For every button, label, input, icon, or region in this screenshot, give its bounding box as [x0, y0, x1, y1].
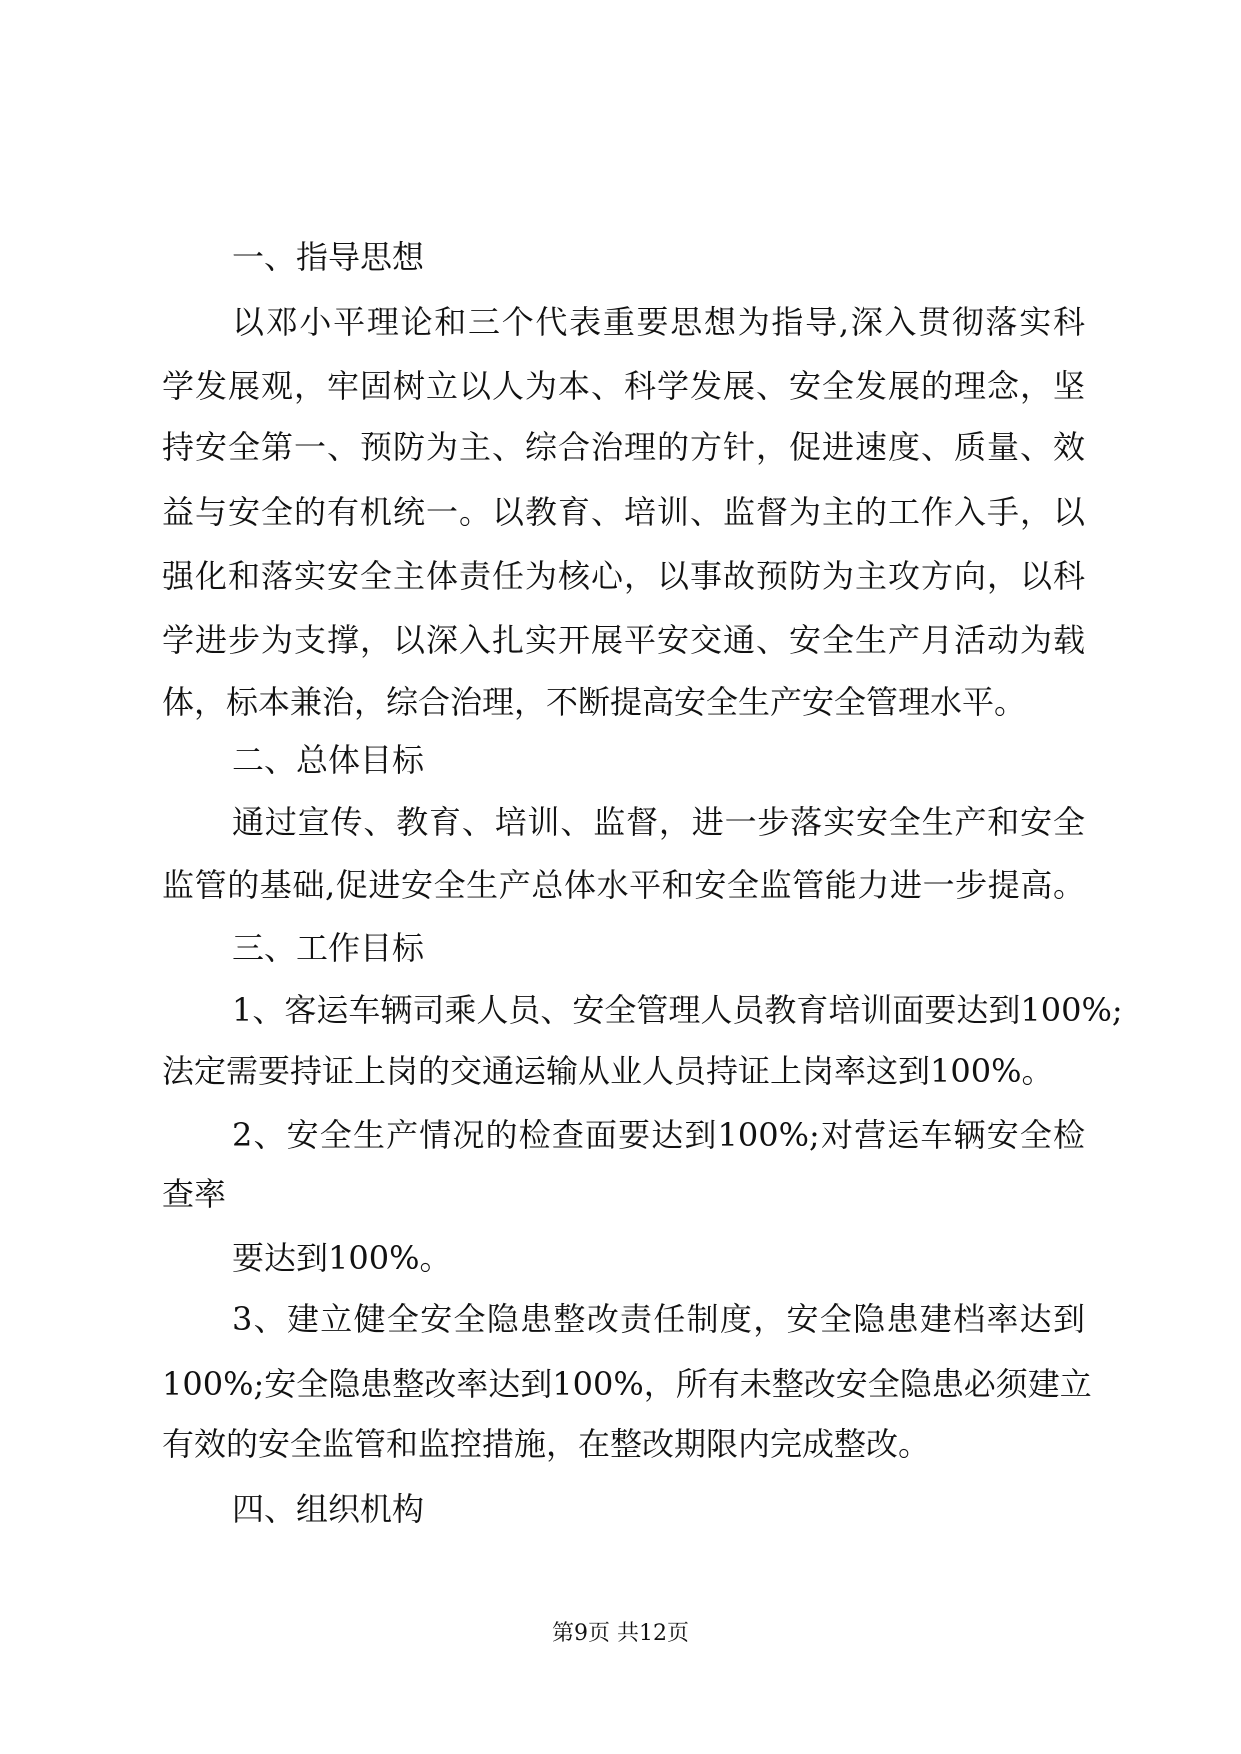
paragraph-line: 学进步为支撑，以深入扎实开展平安交通、安全生产月活动为载 [162, 621, 1085, 659]
paragraph-line: 监管的基础,促进安全生产总体水平和安全监管能力进一步提高。 [162, 866, 1085, 904]
paragraph-line: 1、客运车辆司乘人员、安全管理人员教育培训面要达到100%; [232, 991, 1123, 1029]
paragraph-line: 100%;安全隐患整改率达到100%，所有未整改安全隐患必须建立 [162, 1365, 1092, 1403]
paragraph-line: 法定需要持证上岗的交通运输从业人员持证上岗率这到100%。 [162, 1052, 1054, 1090]
paragraph-line: 2、安全生产情况的检查面要达到100%;对营运车辆安全检 [232, 1116, 1085, 1154]
section-heading: 一、指导思想 [232, 238, 425, 276]
section-heading: 二、总体目标 [232, 741, 425, 779]
paragraph-line: 体，标本兼治，综合治理，不断提高安全生产安全管理水平。 [162, 683, 1027, 721]
paragraph-line: 强化和落实安全主体责任为核心，以事故预防为主攻方向，以科 [162, 557, 1085, 595]
section-heading: 四、组织机构 [232, 1490, 425, 1528]
paragraph-line: 益与安全的有机统一。以教育、培训、监督为主的工作入手，以 [162, 493, 1085, 531]
paragraph-line: 通过宣传、教育、培训、监督，进一步落实安全生产和安全 [232, 803, 1085, 841]
section-heading: 三、工作目标 [232, 929, 425, 967]
paragraph-line: 持安全第一、预防为主、综合治理的方针，促进速度、质量、效 [162, 428, 1085, 466]
paragraph-line: 要达到100%。 [232, 1239, 452, 1277]
paragraph-line: 3、建立健全安全隐患整改责任制度，安全隐患建档率达到 [232, 1300, 1085, 1338]
paragraph-line: 学发展观，牢固树立以人为本、科学发展、安全发展的理念，坚 [162, 367, 1085, 405]
paragraph-line: 查率 [162, 1175, 227, 1213]
paragraph-line: 以邓小平理论和三个代表重要思想为指导,深入贯彻落实科 [232, 303, 1085, 341]
page-number-footer: 第9页 共12页 [552, 1621, 689, 1646]
paragraph-line: 有效的安全监管和监控措施，在整改期限内完成整改。 [162, 1425, 931, 1463]
